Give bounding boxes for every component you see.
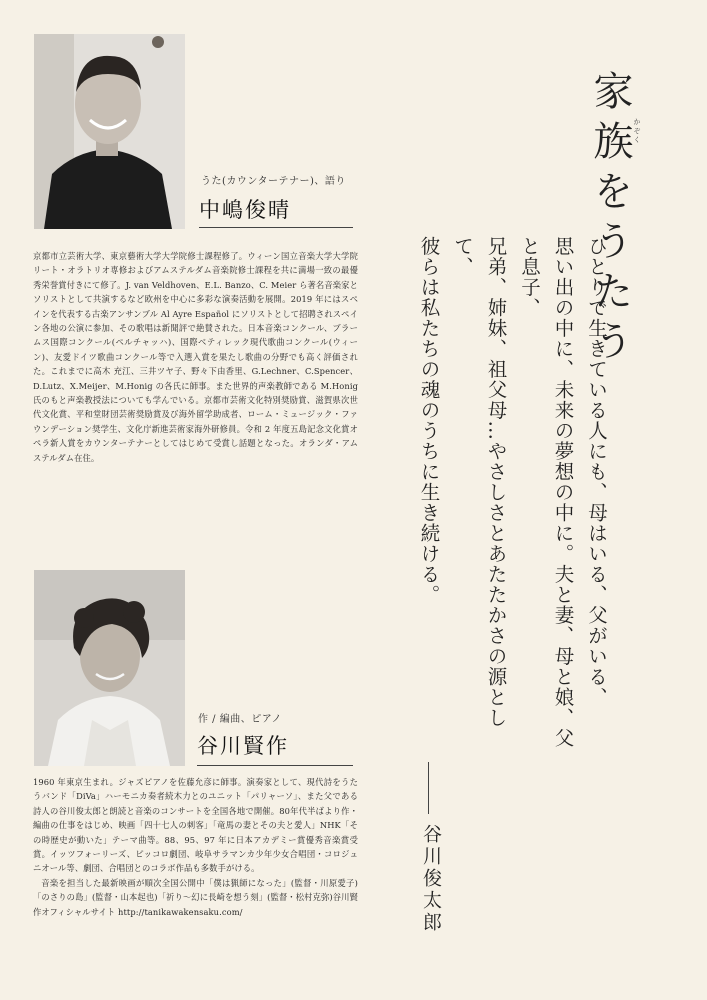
performer2-name: 谷川賢作 xyxy=(197,734,289,758)
performer2-photo xyxy=(34,570,185,766)
author-dash xyxy=(428,762,429,814)
performer1-name: 中嶋俊晴 xyxy=(199,198,291,222)
performer1-bio-text: 京都市立芸術大学、東京藝術大学大学院修士課程修了。ウィーン国立音楽大学大学院リート・オラトリオ専修およびアムステルダム音楽院修士課程を共に満場一致の最優秀栄誉賞付きにて修了。J. van Veldhoven、E.L. Banzo、C. Meier ら著名音楽家とソリストとして共演するなど欧州を中心に多彩な演奏活動を展開。2019 年にはスペインを代表する古楽アンサンブル Al Ayre Español にソリストとして招聘されスペイン各地の公演に参加、その歌唱は新聞評で絶賛された。日本音楽コンクール、ブラームス国際コンクール(ペルチャッハ)、国際ベティレック現代歌曲コンクール(ウィーン)、友愛ドイツ歌曲コンクール等で入選入賞を果たし歌曲の分野でも高く評価された。これまでに高木 充江、三井ツヤ子、野々下由香里、G.Lechner、C.Spencer、D.Lutz、X.Meijer、M.Honig の各氏に師事。また世界的声楽教師である M.Honig 氏のもと声楽教授法についても学んでいる。京都市芸術文化特別奨励賞、滋賀県次世代文化賞、平和堂財団芸術奨励賞及び海外留学助成者、ローム・ミュージック・ファウンデーション奨学生、文化庁新進芸術家海外研修員。令和 2 年度五島記念文化賞オペラ新人賞をカウンターテナーとしてはじめて受賞し話題となった。オランダ・アムステルダム在住。 xyxy=(33,251,358,463)
poem-line: ひとりで生きている人にも、母はいる、父がいる、 xyxy=(585,236,608,708)
performer1-photo xyxy=(34,34,185,229)
performer2-name-rule xyxy=(197,765,353,766)
performer2-bio xyxy=(33,775,358,919)
poem-line: 兄弟、姉妹、祖父母…やさしさとあたたかさの源として、 xyxy=(451,236,508,728)
performer2-bio-text-2: 音楽を担当した最新映画が順次全国公開中「僕は猟師になった」(監督・川原愛子)「のさりの島」(監督・山本起也)「祈り〜幻に長崎を想う刻」(監督・松村克弥)谷川賢作オフィシャルサイト http://tanikawakensaku.com/ xyxy=(33,877,358,917)
performer1-bio xyxy=(33,249,358,465)
poem-line: 彼らは私たちの魂のうちに生き続ける。 xyxy=(417,236,441,605)
performer2-bio-text: 1960 年東京生まれ。ジャズピアノを佐藤允彦に師事。演奏家として、現代詩をうたうバンド「DiVa」ハーモニカ奏者続木力とのユニット「パリャーソ」、また父である詩人の谷川俊太郎と朗読と音楽のコンサートを全国各地で開催。80年代半ばより作・編曲の仕事をはじめ、映画「四十七人の刺客」「竜馬の妻とその夫と愛人」NHK「その時歴史が動いた」テーマ曲等。88、95、97 年に日本アカデミー賞優秀音楽賞受賞。イッツフォーリーズ、ピッコロ劇団、岐阜サラマンカ少年少女合唱団・コロジュニオール等、劇団、合唱団とのコラボ作品も多数手がける。 xyxy=(33,777,358,874)
poem xyxy=(412,236,613,756)
poem-author: 谷川俊太郎 xyxy=(420,824,442,934)
poem-line: 思い出の中に、未来の夢想の中に。夫と妻、母と娘、父と息子、 xyxy=(518,236,575,749)
performer1-role: うた(カウンターテナー)、語り xyxy=(201,176,346,187)
performer1-name-rule xyxy=(199,227,353,228)
performer2-role: 作 / 編曲、ピアノ xyxy=(198,714,282,725)
title-ruby: かぞく xyxy=(633,118,641,145)
page-title: 家族をうたう xyxy=(587,70,633,370)
